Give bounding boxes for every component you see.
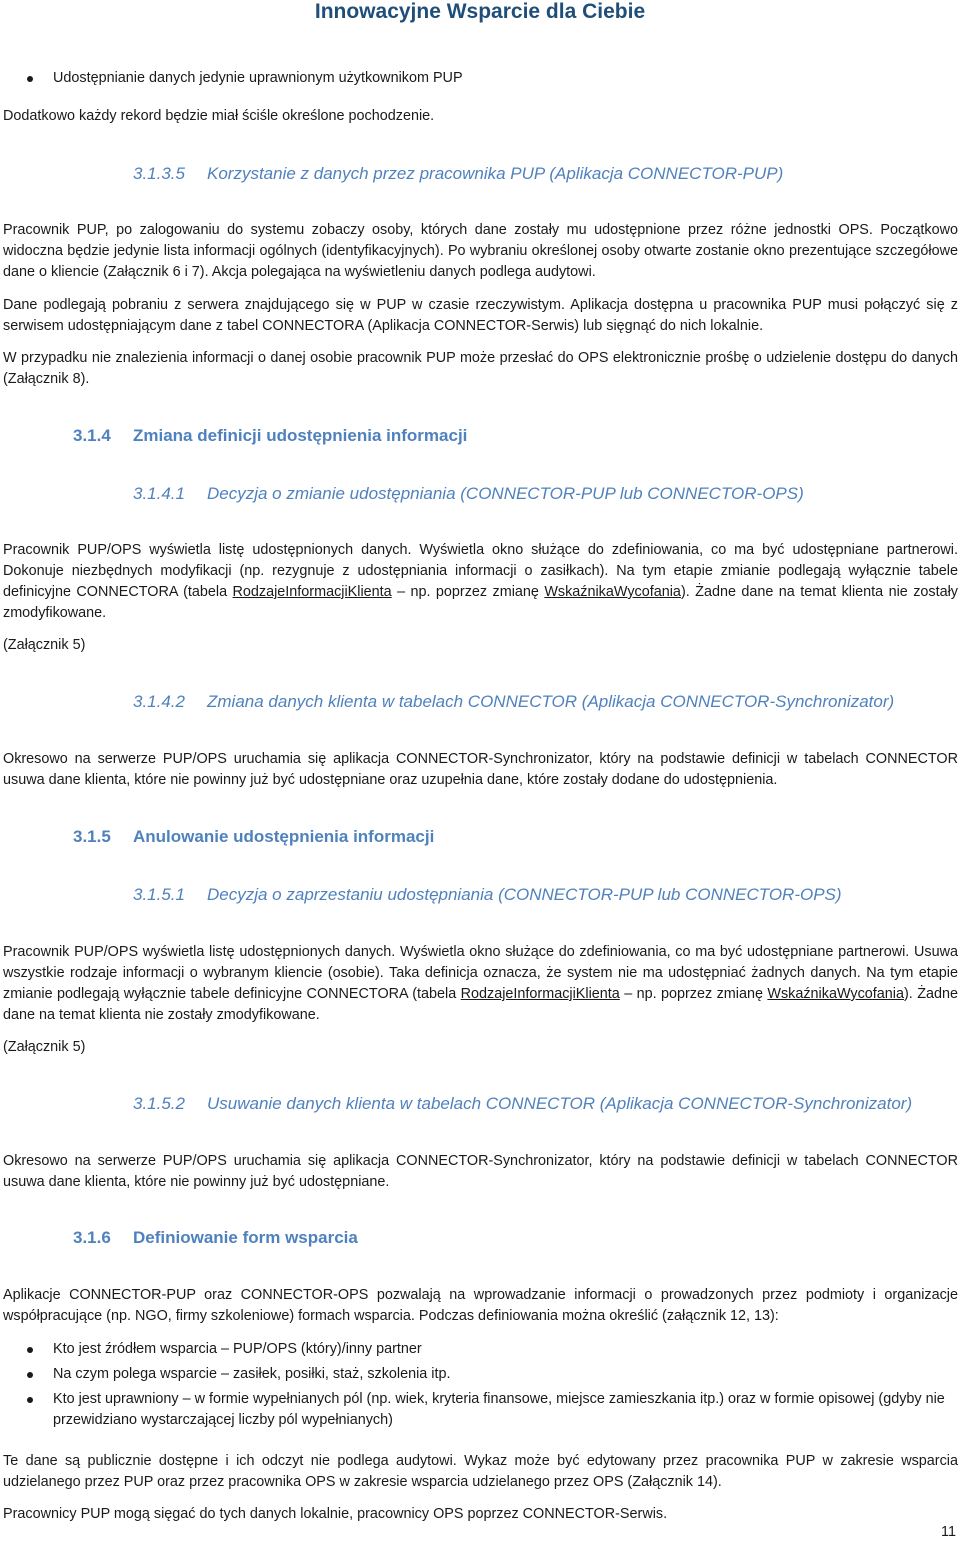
list-item: Kto jest źródłem wsparcia – PUP/OPS (który)/inny partner: [0, 1339, 958, 1360]
page-number: 11: [941, 1524, 956, 1540]
heading-3-1-5: 3.1.5 Anulowanie udostępnienia informacji: [73, 827, 435, 846]
heading-3-1-5-1: 3.1.5.1 Decyzja o zaprzestaniu udostępniania (CONNECTOR-PUP lub CONNECTOR-OPS): [133, 885, 842, 904]
table-name-link: RodzajeInformacjiKlienta: [460, 986, 620, 1002]
bullet-list-support: [0, 1339, 960, 1431]
bullet-icon: [27, 76, 33, 82]
list-item: Udostępnianie danych jedynie uprawnionym użytkownikom PUP: [0, 68, 958, 89]
heading-3-1-4-1: 3.1.4.1 Decyzja o zmianie udostępniania (CONNECTOR-PUP lub CONNECTOR-OPS): [133, 484, 804, 503]
paragraph-3-1-5-1: Pracownik PUP/OPS wyświetla listę udostępnionych danych. Wyświetla okno służące do zdefiniowania, co ma być udostępniane partnerowi. Usuwa wszystkie rodzaje informacji o wybranym kliencie (osobie). Taka definicja oznacza, że system nie ma udostępniać żadnych danych. Na tym etapie zmianie podlegają wyłącznie tabele definicyjne CONNECTORA (tabela RodzajeInformacjiKlienta – np. poprzez zmianę WskaźnikaWycofania). Żadne dane na temat klienta nie zostały zmodyfikowane.: [3, 944, 959, 1023]
field-name-link: WskaźnikaWycofania: [544, 584, 681, 600]
bullet-icon: [27, 1347, 33, 1353]
paragraph-origin: Dodatkowo każdy rekord będzie miał ściśle określone pochodzenie.: [3, 108, 435, 124]
attachment-ref: (Załącznik 5): [3, 637, 86, 653]
heading-3-1-6: 3.1.6 Definiowanie form wsparcia: [73, 1228, 358, 1247]
attachment-ref: (Załącznik 5): [3, 1039, 86, 1055]
page-header-title: Innowacyjne Wsparcie dla Ciebie: [314, 0, 646, 23]
table-name-link: RodzajeInformacjiKlienta: [232, 584, 392, 600]
bullet-icon: [27, 1372, 33, 1378]
paragraph-3-1-6-c: Pracownicy PUP mogą sięgać do tych danych lokalnie, pracownicy OPS poprzez CONNECTOR-Serwis.: [3, 1506, 668, 1522]
field-name-link: WskaźnikaWycofania: [767, 986, 905, 1002]
paragraph-3-1-3-5-a: Pracownik PUP, po zalogowaniu do systemu zobaczy osoby, których dane zostały mu udostępnione przez różne jednostki OPS. Początkowo widoczna będzie jedynie lista informacji ogólnych (identyfikacyjnych). Po wybraniu określonej osoby otwarte zostanie okno prezentujące szczegółowe dane o kliencie (Załącznik 6 i 7). Akcja polegająca na wyświetleniu danych podlega audytowi.: [3, 222, 958, 280]
bullet-icon: [27, 1397, 33, 1403]
paragraph-3-1-4-2: Okresowo na serwerze PUP/OPS uruchamia się aplikacja CONNECTOR-Synchronizator, który na podstawie definicji w tabelach CONNECTOR usuwa dane klienta, które nie powinny już być udostępniane oraz uzupełnia dane, które zostały dodane do udostępnienia.: [3, 751, 958, 788]
list-item: Na czym polega wsparcie – zasiłek, posiłki, staż, szkolenia itp.: [0, 1364, 958, 1385]
heading-3-1-4-2: 3.1.4.2 Zmiana danych klienta w tabelach CONNECTOR (Aplikacja CONNECTOR-Synchronizator): [133, 692, 895, 711]
paragraph-3-1-6-b: Te dane są publicznie dostępne i ich odczyt nie podlega audytowi. Wykaz może być edytowany przez pracownika PUP w zakresie wsparcia udzielanego przez PUP oraz przez pracownika OPS w zakresie wsparcia udzielanego przez OPS (Załącznik 14).: [3, 1453, 958, 1490]
list-item: Kto jest uprawniony – w formie wypełnianych pól (np. wiek, kryteria finansowe, miejsce zamieszkania itp.) oraz w formie opisowej (gdyby nie przewidziano wystarczającej liczby pól wypełnianych): [0, 1389, 958, 1431]
heading-3-1-5-2: 3.1.5.2 Usuwanie danych klienta w tabelach CONNECTOR (Aplikacja CONNECTOR-Synchronizator): [133, 1094, 913, 1113]
paragraph-3-1-4-1: Pracownik PUP/OPS wyświetla listę udostępnionych danych. Wyświetla okno służące do zdefiniowania, co ma być udostępniane partnerowi. Dokonuje niezbędnych modyfikacji (np. rezygnuje z udostępniania informacji o zasiłkach). Na tym etapie zmianie podlegają wyłącznie tabele definicyjne CONNECTORA (tabela RodzajeInformacjiKlienta – np. poprzez zmianę WskaźnikaWycofania). Żadne dane na temat klienta nie zostały zmodyfikowane.: [3, 542, 958, 621]
heading-3-1-3-5: 3.1.3.5 Korzystanie z danych przez pracownika PUP (Aplikacja CONNECTOR-PUP): [133, 164, 784, 183]
paragraph-3-1-5-2: Okresowo na serwerze PUP/OPS uruchamia się aplikacja CONNECTOR-Synchronizator, który na podstawie definicji w tabelach CONNECTOR usuwa dane klienta, które nie powinny już być udostępniane.: [3, 1153, 958, 1190]
paragraph-3-1-6-a: Aplikacje CONNECTOR-PUP oraz CONNECTOR-OPS pozwalają na wprowadzanie informacji o prowadzonych przez podmioty i organizacje współpracujące (np. NGO, firmy szkoleniowe) formach wsparcia. Podczas definiowania można określić (załącznik 12, 13):: [3, 1287, 958, 1324]
paragraph-3-1-3-5-b: Dane podlegają pobraniu z serwera znajdującego się w PUP w czasie rzeczywistym. Aplikacja dostępna u pracownika PUP musi połączyć się z serwisem udostępniającym dane z tabel CONNECTORA (Aplikacja CONNECTOR-Serwis) lub sięgnąć do nich lokalnie.: [3, 297, 958, 334]
bullet-list-top: [0, 68, 960, 89]
heading-3-1-4: 3.1.4 Zmiana definicji udostępnienia informacji: [73, 426, 468, 445]
paragraph-3-1-3-5-c: W przypadku nie znalezienia informacji o danej osobie pracownik PUP może przesłać do OPS elektronicznie prośbę o udzielenie dostępu do danych (Załącznik 8).: [3, 350, 958, 387]
